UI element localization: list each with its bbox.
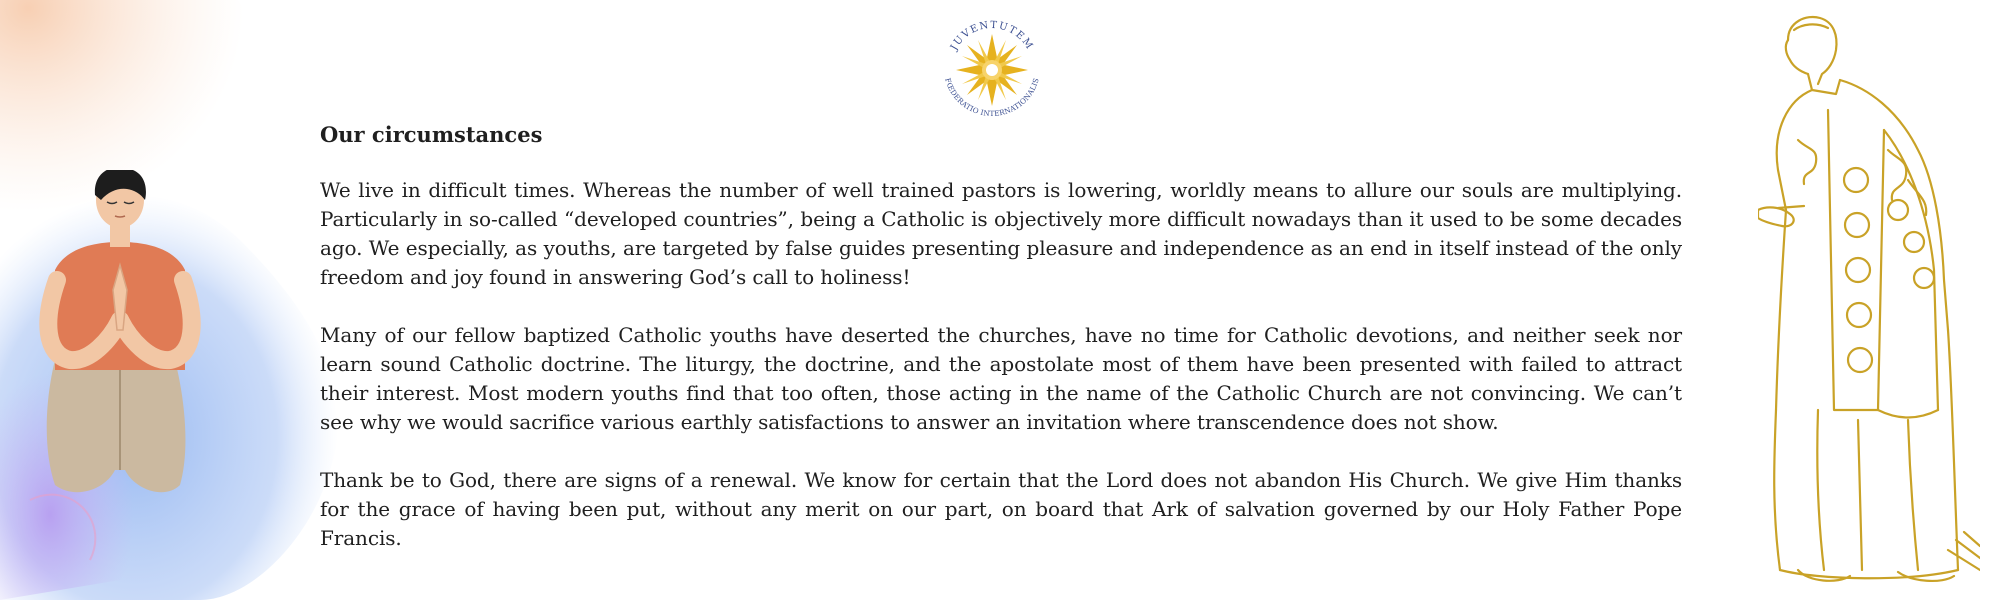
logo-arc-top-text: JUVENTUTEM [948,19,1036,53]
paragraph: Many of our fellow baptized Catholic youths have deserted the churches, have no time for Catholic devotions, and neither seek nor learn sound Catholic doctrine. The liturgy, the doctrine, and the apostolate most of them have been presented with failed to attract their interest. Most modern youths find that too often, those acting in the name of the Catholic Church are not convincing. We can’t see why we would sacrifice various earthly satisfactions to answer an invitation where transcendence does not show. [320,323,1682,434]
paragraph: We live in difficult times. Whereas the number of well trained pastors is lowering, worldly means to allure our souls are multiplying. Particularly in so-called “developed countries”, being a Catholic is objectively more difficult nowadays than it used to be some decades ago. We especially, as youths, are targeted by false guides presenting pleasure and independence as an end in itself instead of the only freedom and joy found in answering God’s call to holiness! [320,178,1682,289]
priest-illustration [1758,10,1980,590]
article-body [320,120,1682,582]
praying-youth-illustration [35,170,205,510]
paragraph: Thank be to God, there are signs of a renewal. We know for certain that the Lord does not abandon His Church. We give Him thanks for the grace of having been put, without any merit on our part, on board that Ark of salvation governed by our Holy Father Pope Francis. [320,468,1682,550]
juventutem-logo [930,6,1054,130]
logo-arc-bottom-text: FŒDERATIO INTERNATIONALIS [943,76,1041,119]
section-heading: Our circumstances [320,122,543,147]
